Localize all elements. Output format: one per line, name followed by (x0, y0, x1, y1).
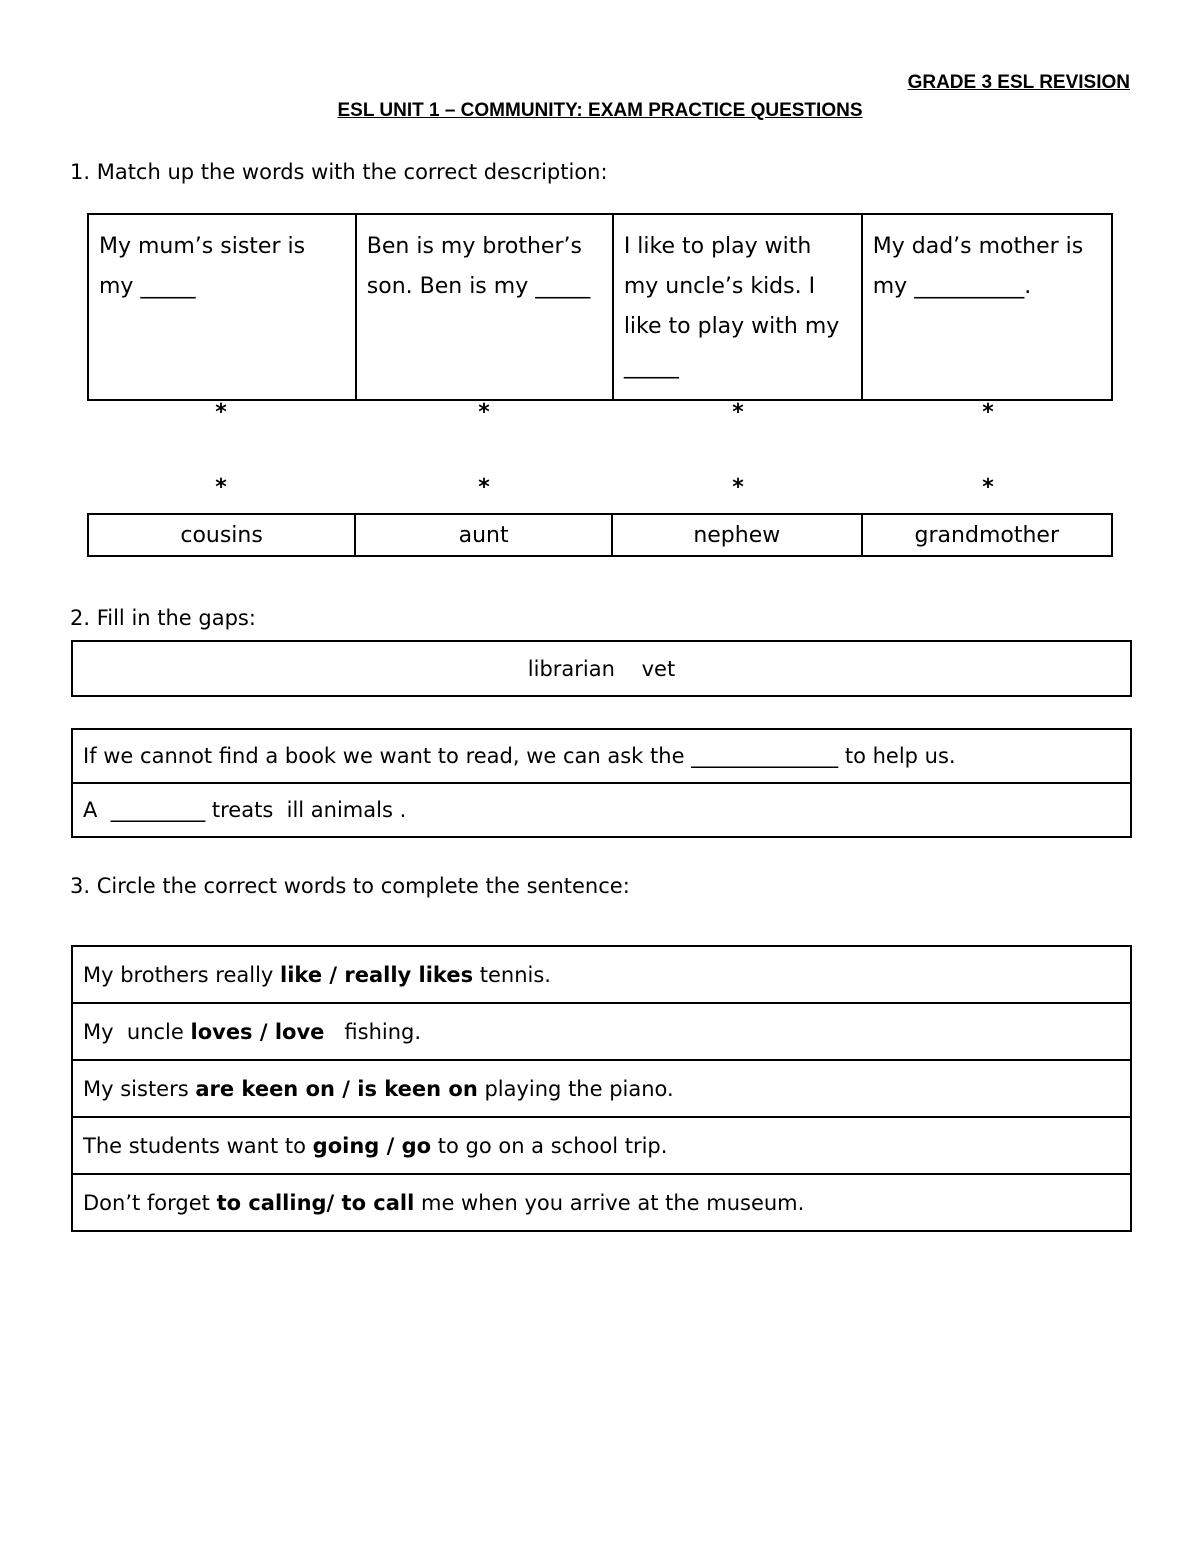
sentence-end: to go on a school trip. (431, 1133, 668, 1158)
description-table (87, 213, 1113, 401)
circle-sentence (72, 946, 1131, 1003)
word-choice[interactable]: going / go (312, 1133, 432, 1158)
word-choice[interactable]: are keen on / is keen on (195, 1076, 478, 1101)
word-cell: grandmother (862, 514, 1112, 556)
gap-sentence[interactable]: A _________ treats ill animals . (72, 783, 1131, 837)
gap-sentence[interactable]: If we cannot find a book we want to read, we can ask the ______________ to help us. (72, 729, 1131, 783)
sentence-start: My brothers really (83, 962, 281, 987)
question-1-prompt: 1. Match up the words with the correct description: (70, 160, 608, 184)
word-choice[interactable]: loves / love (190, 1019, 325, 1044)
sentence-end: me when you arrive at the museum. (414, 1190, 805, 1215)
description-cell: I like to play with my uncle’s kids. I like to play with my _____ (613, 214, 862, 400)
circle-sentence (72, 1003, 1131, 1060)
sentence-end: fishing. (324, 1019, 422, 1044)
sentence-start: The students want to (83, 1133, 313, 1158)
sentence-start: Don’t forget (83, 1190, 217, 1215)
word-cell: cousins (88, 514, 355, 556)
word-choice[interactable]: to calling/ to call (216, 1190, 415, 1215)
word-table (87, 513, 1113, 557)
circle-sentence (72, 1174, 1131, 1231)
sentence-start: My uncle (83, 1019, 191, 1044)
match-dot[interactable]: * (732, 400, 744, 425)
sentence-end: tennis. (473, 962, 551, 987)
question-2-prompt: 2. Fill in the gaps: (70, 606, 256, 630)
word-cell: nephew (612, 514, 862, 556)
word-bank: librarian vet (71, 640, 1132, 697)
word-cell: aunt (355, 514, 612, 556)
description-cell: My dad’s mother is my __________. (862, 214, 1112, 400)
match-dots-lower (87, 475, 1113, 500)
match-dot[interactable]: * (215, 475, 227, 500)
description-cell: Ben is my brother’s son. Ben is my _____ (356, 214, 613, 400)
match-dot[interactable]: * (732, 475, 744, 500)
match-dots-upper (87, 400, 1113, 425)
circle-sentence (72, 1117, 1131, 1174)
sentence-end: playing the piano. (477, 1076, 674, 1101)
circle-sentence (72, 1060, 1131, 1117)
word-choice[interactable]: like / really likes (280, 962, 474, 987)
sentence-start: My sisters (83, 1076, 196, 1101)
match-dot[interactable]: * (982, 475, 994, 500)
match-dot[interactable]: * (982, 400, 994, 425)
grade-label: GRADE 3 ESL REVISION (907, 72, 1130, 93)
match-dot[interactable]: * (478, 400, 490, 425)
question-3-prompt: 3. Circle the correct words to complete the sentence: (70, 874, 630, 898)
circle-table (71, 945, 1132, 1232)
match-dot[interactable]: * (215, 400, 227, 425)
page-title: ESL UNIT 1 – COMMUNITY: EXAM PRACTICE QUESTIONS (337, 100, 863, 121)
gap-fill-table (71, 728, 1132, 838)
description-cell: My mum’s sister is my _____ (88, 214, 356, 400)
match-dot[interactable]: * (478, 475, 490, 500)
